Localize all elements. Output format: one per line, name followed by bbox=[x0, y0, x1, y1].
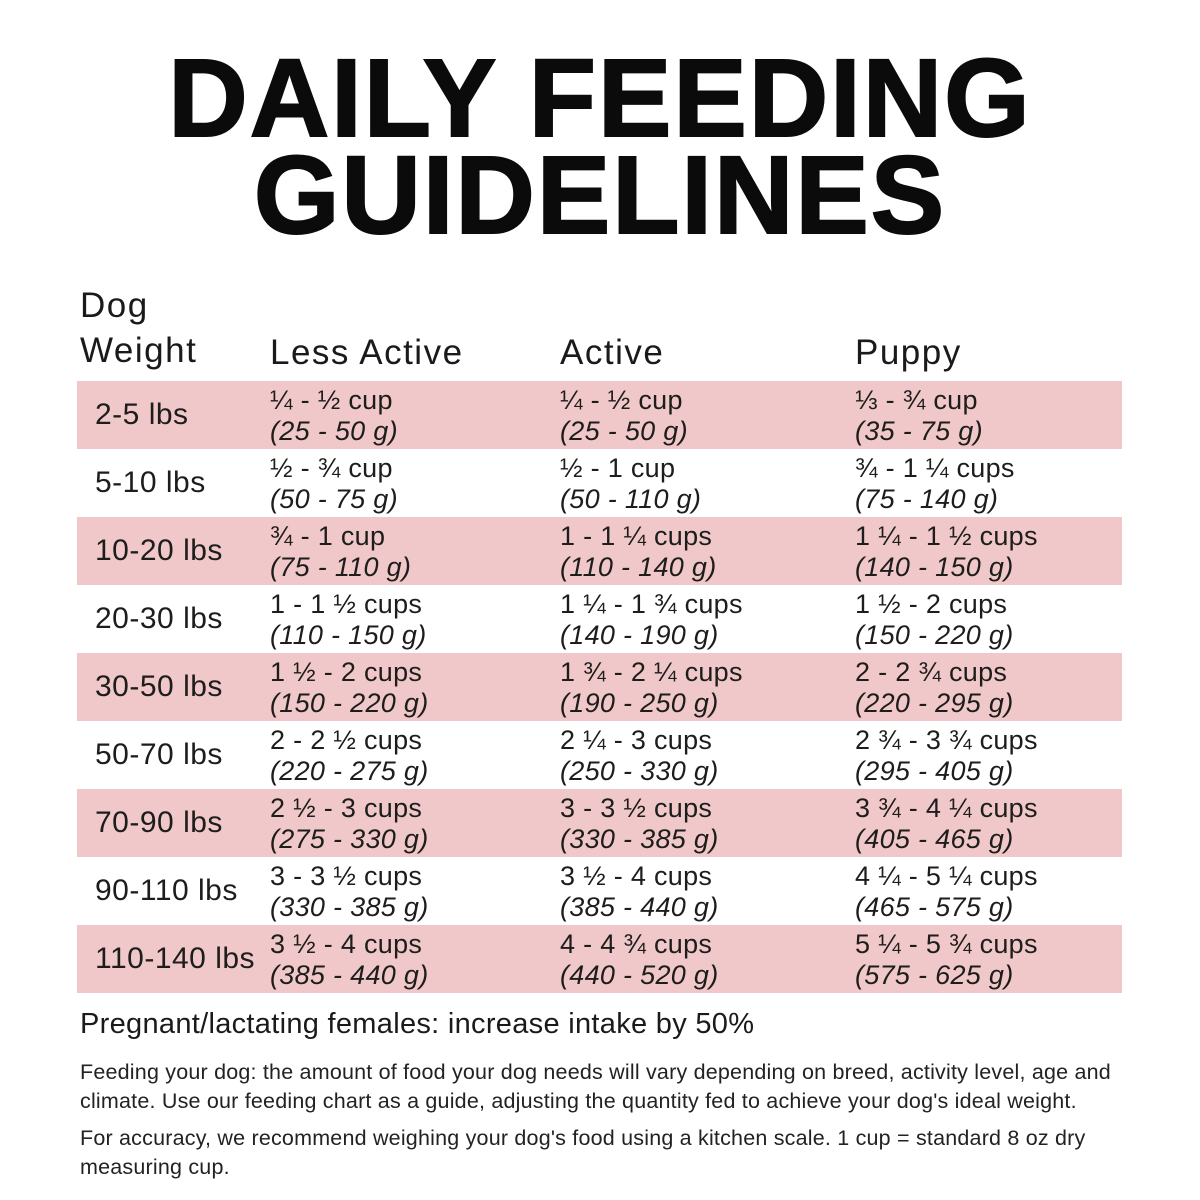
puppy-cell bbox=[855, 517, 1122, 585]
grams-range: (110 - 150 g) bbox=[270, 619, 427, 650]
table-row bbox=[77, 857, 1122, 925]
cups-range: ½ - 1 cup bbox=[560, 452, 676, 483]
cups-range: 3 - 3 ½ cups bbox=[270, 860, 423, 891]
active-cell bbox=[560, 653, 855, 721]
cups-range: 2 ½ - 3 cups bbox=[270, 792, 423, 823]
table-row bbox=[77, 381, 1122, 449]
feeding-advice-note: Feeding your dog: the amount of food your dog needs will vary depending on breed, activity level, age and climate. Use our feeding chart as a guide, adjusting the quantity fed to achieve your dog's ideal weight. bbox=[80, 1060, 1111, 1113]
active-cell bbox=[560, 925, 855, 993]
grams-range: (140 - 190 g) bbox=[560, 619, 719, 650]
grams-range: (575 - 625 g) bbox=[855, 959, 1014, 990]
cups-range: ¾ - 1 cup bbox=[270, 520, 386, 551]
less-active-cell bbox=[270, 721, 560, 789]
puppy-cell bbox=[855, 721, 1122, 789]
table-row bbox=[77, 585, 1122, 653]
puppy-cell bbox=[855, 449, 1122, 517]
cups-range: 3 ½ - 4 cups bbox=[270, 928, 423, 959]
feeding-table bbox=[77, 283, 1122, 993]
page-title bbox=[0, 37, 1200, 257]
page-title-line2: GUIDELINES bbox=[253, 134, 947, 257]
grams-range: (440 - 520 g) bbox=[560, 959, 719, 990]
column-header-dog-weight bbox=[77, 283, 270, 373]
cups-range: ⅓ - ¾ cup bbox=[855, 384, 978, 415]
cups-range: 3 ¾ - 4 ¼ cups bbox=[855, 792, 1038, 823]
column-header-active: Active bbox=[560, 333, 665, 372]
grams-range: (330 - 385 g) bbox=[270, 891, 429, 922]
page-title-line1: DAILY FEEDING bbox=[168, 37, 1032, 160]
dog-weight-cell: 2-5 lbs bbox=[95, 398, 189, 431]
less-active-cell bbox=[270, 653, 560, 721]
active-cell bbox=[560, 517, 855, 585]
cups-range: 1 ¼ - 1 ¾ cups bbox=[560, 588, 743, 619]
dog-weight-cell: 20-30 lbs bbox=[95, 602, 223, 635]
less-active-cell bbox=[270, 925, 560, 993]
puppy-cell bbox=[855, 789, 1122, 857]
grams-range: (110 - 140 g) bbox=[560, 551, 717, 582]
cups-range: 1 ¾ - 2 ¼ cups bbox=[560, 656, 743, 687]
active-cell bbox=[560, 585, 855, 653]
grams-range: (50 - 110 g) bbox=[560, 483, 702, 514]
grams-range: (275 - 330 g) bbox=[270, 823, 429, 854]
cups-range: 1 ¼ - 1 ½ cups bbox=[855, 520, 1038, 551]
less-active-cell bbox=[270, 585, 560, 653]
cups-range: 2 - 2 ½ cups bbox=[270, 724, 423, 755]
grams-range: (140 - 150 g) bbox=[855, 551, 1014, 582]
grams-range: (250 - 330 g) bbox=[560, 755, 719, 786]
active-cell bbox=[560, 857, 855, 925]
grams-range: (25 - 50 g) bbox=[270, 415, 398, 446]
pregnant-lactating-note: Pregnant/lactating females: increase intake by 50% bbox=[80, 1008, 755, 1040]
active-cell bbox=[560, 721, 855, 789]
column-header-less-active: Less Active bbox=[270, 333, 464, 372]
cups-range: 1 ½ - 2 cups bbox=[855, 588, 1008, 619]
cups-range: 3 - 3 ½ cups bbox=[560, 792, 713, 823]
dog-weight-cell: 110-140 lbs bbox=[95, 942, 256, 975]
less-active-cell bbox=[270, 789, 560, 857]
dog-weight-cell: 30-50 lbs bbox=[95, 670, 223, 703]
cups-range: ¾ - 1 ¼ cups bbox=[855, 452, 1015, 483]
grams-range: (150 - 220 g) bbox=[855, 619, 1014, 650]
dog-weight-cell: 50-70 lbs bbox=[95, 738, 223, 771]
dog-weight-cell: 10-20 lbs bbox=[95, 534, 223, 567]
cups-range: 2 ¾ - 3 ¾ cups bbox=[855, 724, 1038, 755]
dog-weight-cell: 70-90 lbs bbox=[95, 806, 223, 839]
table-header-row bbox=[77, 283, 1122, 381]
dog-weight-cell: 5-10 lbs bbox=[95, 466, 206, 499]
accuracy-note: For accuracy, we recommend weighing your dog's food using a kitchen scale. 1 cup = standard 8 oz dry measuring cup. bbox=[80, 1126, 1086, 1179]
grams-range: (465 - 575 g) bbox=[855, 891, 1014, 922]
column-header-puppy: Puppy bbox=[855, 333, 962, 372]
puppy-cell bbox=[855, 925, 1122, 993]
cups-range: ¼ - ½ cup bbox=[560, 384, 683, 415]
table-row bbox=[77, 721, 1122, 789]
cups-range: 1 - 1 ½ cups bbox=[270, 588, 423, 619]
grams-range: (35 - 75 g) bbox=[855, 415, 983, 446]
grams-range: (385 - 440 g) bbox=[560, 891, 719, 922]
grams-range: (405 - 465 g) bbox=[855, 823, 1014, 854]
cups-range: ½ - ¾ cup bbox=[270, 452, 393, 483]
active-cell bbox=[560, 789, 855, 857]
less-active-cell bbox=[270, 381, 560, 449]
less-active-cell bbox=[270, 449, 560, 517]
table-row bbox=[77, 517, 1122, 585]
cups-range: 4 ¼ - 5 ¼ cups bbox=[855, 860, 1038, 891]
grams-range: (75 - 110 g) bbox=[270, 551, 412, 582]
active-cell bbox=[560, 381, 855, 449]
cups-range: 3 ½ - 4 cups bbox=[560, 860, 713, 891]
grams-range: (385 - 440 g) bbox=[270, 959, 429, 990]
active-cell bbox=[560, 449, 855, 517]
less-active-cell bbox=[270, 857, 560, 925]
cups-range: 1 - 1 ¼ cups bbox=[560, 520, 713, 551]
puppy-cell bbox=[855, 585, 1122, 653]
grams-range: (190 - 250 g) bbox=[560, 687, 719, 718]
table-row bbox=[77, 925, 1122, 993]
cups-range: 2 ¼ - 3 cups bbox=[560, 724, 713, 755]
cups-range: ¼ - ½ cup bbox=[270, 384, 393, 415]
grams-range: (25 - 50 g) bbox=[560, 415, 688, 446]
dog-weight-header-line2: Weight bbox=[80, 331, 198, 370]
puppy-cell bbox=[855, 381, 1122, 449]
grams-range: (50 - 75 g) bbox=[270, 483, 398, 514]
cups-range: 2 - 2 ¾ cups bbox=[855, 656, 1008, 687]
less-active-cell bbox=[270, 517, 560, 585]
table-row bbox=[77, 653, 1122, 721]
grams-range: (330 - 385 g) bbox=[560, 823, 719, 854]
dog-weight-cell: 90-110 lbs bbox=[95, 874, 238, 907]
puppy-cell bbox=[855, 857, 1122, 925]
grams-range: (220 - 275 g) bbox=[270, 755, 429, 786]
grams-range: (295 - 405 g) bbox=[855, 755, 1014, 786]
grams-range: (150 - 220 g) bbox=[270, 687, 429, 718]
grams-range: (220 - 295 g) bbox=[855, 687, 1014, 718]
cups-range: 1 ½ - 2 cups bbox=[270, 656, 423, 687]
dog-weight-header-line1: Dog bbox=[80, 286, 149, 325]
grams-range: (75 - 140 g) bbox=[855, 483, 999, 514]
cups-range: 5 ¼ - 5 ¾ cups bbox=[855, 928, 1038, 959]
table-row bbox=[77, 449, 1122, 517]
table-row bbox=[77, 789, 1122, 857]
cups-range: 4 - 4 ¾ cups bbox=[560, 928, 713, 959]
puppy-cell bbox=[855, 653, 1122, 721]
